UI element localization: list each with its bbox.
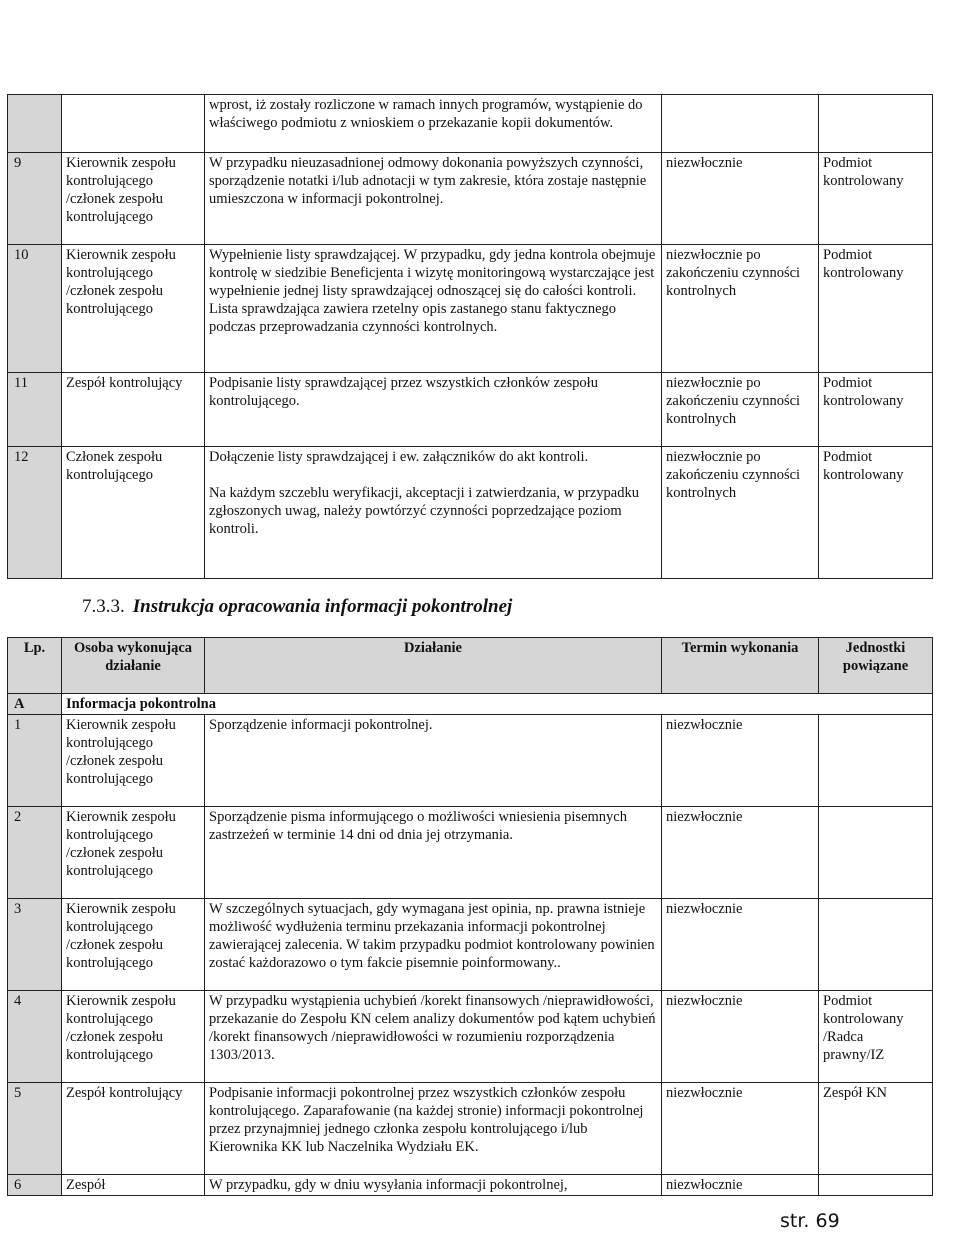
related-units bbox=[819, 95, 933, 153]
responsible-person: Kierownik zespołu kontrolującego /członek zespołu kontrolującego bbox=[62, 715, 205, 807]
page-number: str. 69 bbox=[780, 1210, 840, 1232]
responsible-person bbox=[62, 95, 205, 153]
table-row bbox=[8, 899, 933, 991]
action-description: W przypadku, gdy w dniu wysyłania informacji pokontrolnej, bbox=[205, 1175, 662, 1196]
responsible-person: Zespół kontrolujący bbox=[62, 1083, 205, 1175]
row-number: 3 bbox=[8, 899, 62, 991]
related-units bbox=[819, 807, 933, 899]
row-number: 11 bbox=[8, 373, 62, 447]
related-units: Podmiot kontrolowany bbox=[819, 153, 933, 245]
row-number bbox=[8, 95, 62, 153]
action-description: Sporządzenie informacji pokontrolnej. bbox=[205, 715, 662, 807]
deadline: niezwłocznie bbox=[662, 715, 819, 807]
action-description: Podpisanie informacji pokontrolnej przez wszystkich członków zespołu kontrolującego. Zaparafowanie (na każdej stronie) informacji pokontrolnej przez przynajmniej jednego członka zespołu kontrolującego i/lub Kierownika KK lub Naczelnika Wydziału EK. bbox=[205, 1083, 662, 1175]
table-header-row bbox=[8, 638, 933, 694]
related-units: Podmiot kontrolowany bbox=[819, 447, 933, 579]
action-description: Podpisanie listy sprawdzającej przez wszystkich członków zespołu kontrolującego. bbox=[205, 373, 662, 447]
action-text: Dołączenie listy sprawdzającej i ew. załączników do akt kontroli. bbox=[209, 449, 589, 465]
deadline: niezwłocznie po zakończeniu czynności kontrolnych bbox=[662, 447, 819, 579]
action-description bbox=[205, 447, 662, 579]
row-number: 9 bbox=[8, 153, 62, 245]
action-description: W przypadku nieuzasadnionej odmowy dokonania powyższych czynności, sporządzenie notatki i/lub adnotacji w tym zakresie, która zostaje następnie umieszczona w informacji pokontrolnej. bbox=[205, 153, 662, 245]
deadline: niezwłocznie bbox=[662, 899, 819, 991]
deadline: niezwłocznie bbox=[662, 1083, 819, 1175]
section-letter: A bbox=[8, 694, 62, 715]
row-number: 6 bbox=[8, 1175, 62, 1196]
action-description: wprost, iż zostały rozliczone w ramach innych programów, wystąpienie do właściwego podmiotu z wnioskiem o przekazanie kopii dokumentów. bbox=[205, 95, 662, 153]
action-description: W przypadku wystąpienia uchybień /korekt finansowych /nieprawidłowości, przekazanie do Zespołu KN celem analizy dokumentów pod kątem uchybień /korekt finansowych /nieprawidłowości w rozumieniu rozporządzenia 1303/2013. bbox=[205, 991, 662, 1083]
table-row bbox=[8, 153, 933, 245]
section-number: 7.3.3. bbox=[82, 596, 125, 617]
header-related-units: Jednostki powiązane bbox=[819, 638, 933, 694]
deadline: niezwłocznie po zakończeniu czynności kontrolnych bbox=[662, 373, 819, 447]
row-number: 2 bbox=[8, 807, 62, 899]
responsible-person: Kierownik zespołu kontrolującego /członek zespołu kontrolującego bbox=[62, 991, 205, 1083]
procedure-table-continued bbox=[7, 94, 933, 579]
action-description: Wypełnienie listy sprawdzającej. W przypadku, gdy jedna kontrola obejmuje kontrolę w siedzibie Beneficjenta i wizytę monitoringową wystarczające jest wypełnienie jednej listy sprawdzającej odnoszącej się do całości kontroli. Lista sprawdzająca zawiera rzetelny opis zastanego stanu faktycznego podczas przeprowadzania czynności kontrolnych. bbox=[205, 245, 662, 373]
table-row bbox=[8, 1175, 933, 1196]
table-row bbox=[8, 991, 933, 1083]
verification-note: Na każdym szczeblu weryfikacji, akceptacji i zatwierdzania, w przypadku zgłoszonych uwag, należy powtórzyć czynności poprzedzające poziom kontroli. bbox=[209, 485, 639, 537]
table-row bbox=[8, 245, 933, 373]
deadline: niezwłocznie bbox=[662, 991, 819, 1083]
related-units: Podmiot kontrolowany bbox=[819, 245, 933, 373]
row-number: 12 bbox=[8, 447, 62, 579]
section-row bbox=[8, 694, 933, 715]
action-description: W szczególnych sytuacjach, gdy wymagana jest opinia, np. prawna istnieje możliwość wydłużenia terminu przekazania informacji pokontrolnej zawierającej zalecenia. W takim przypadku podmiot kontrolowany powinien zostać każdorazowo o tym fakcie pisemnie poinformowany.. bbox=[205, 899, 662, 991]
row-number: 1 bbox=[8, 715, 62, 807]
row-number: 5 bbox=[8, 1083, 62, 1175]
responsible-person: Zespół kontrolujący bbox=[62, 373, 205, 447]
responsible-person: Kierownik zespołu kontrolującego /członek zespołu kontrolującego bbox=[62, 807, 205, 899]
header-deadline: Termin wykonania bbox=[662, 638, 819, 694]
section-heading bbox=[82, 596, 512, 618]
table-row bbox=[8, 1083, 933, 1175]
section-title: Instrukcja opracowania informacji pokontrolnej bbox=[132, 596, 513, 617]
responsible-person: Członek zespołu kontrolującego bbox=[62, 447, 205, 579]
row-number: 10 bbox=[8, 245, 62, 373]
section-label: Informacja pokontrolna bbox=[62, 694, 933, 715]
header-lp: Lp. bbox=[8, 638, 62, 694]
related-units: Podmiot kontrolowany bbox=[819, 373, 933, 447]
table-row bbox=[8, 447, 933, 579]
table-row bbox=[8, 373, 933, 447]
deadline: niezwłocznie po zakończeniu czynności kontrolnych bbox=[662, 245, 819, 373]
related-units bbox=[819, 899, 933, 991]
deadline: niezwłocznie bbox=[662, 807, 819, 899]
responsible-person: Kierownik zespołu kontrolującego /członek zespołu kontrolującego bbox=[62, 153, 205, 245]
deadline bbox=[662, 95, 819, 153]
header-person: Osoba wykonująca działanie bbox=[62, 638, 205, 694]
post-inspection-info-table bbox=[7, 637, 933, 1196]
row-number: 4 bbox=[8, 991, 62, 1083]
header-action: Działanie bbox=[205, 638, 662, 694]
related-units: Zespół KN bbox=[819, 1083, 933, 1175]
related-units: Podmiot kontrolowany /Radca prawny/IZ bbox=[819, 991, 933, 1083]
deadline: niezwłocznie bbox=[662, 1175, 819, 1196]
related-units bbox=[819, 715, 933, 807]
table-row bbox=[8, 95, 933, 153]
table-row bbox=[8, 715, 933, 807]
table-row bbox=[8, 807, 933, 899]
action-description: Sporządzenie pisma informującego o możliwości wniesienia pisemnych zastrzeżeń w terminie 14 dni od dnia jej otrzymania. bbox=[205, 807, 662, 899]
responsible-person: Kierownik zespołu kontrolującego /członek zespołu kontrolującego bbox=[62, 899, 205, 991]
responsible-person: Kierownik zespołu kontrolującego /członek zespołu kontrolującego bbox=[62, 245, 205, 373]
related-units bbox=[819, 1175, 933, 1196]
responsible-person: Zespół bbox=[62, 1175, 205, 1196]
deadline: niezwłocznie bbox=[662, 153, 819, 245]
